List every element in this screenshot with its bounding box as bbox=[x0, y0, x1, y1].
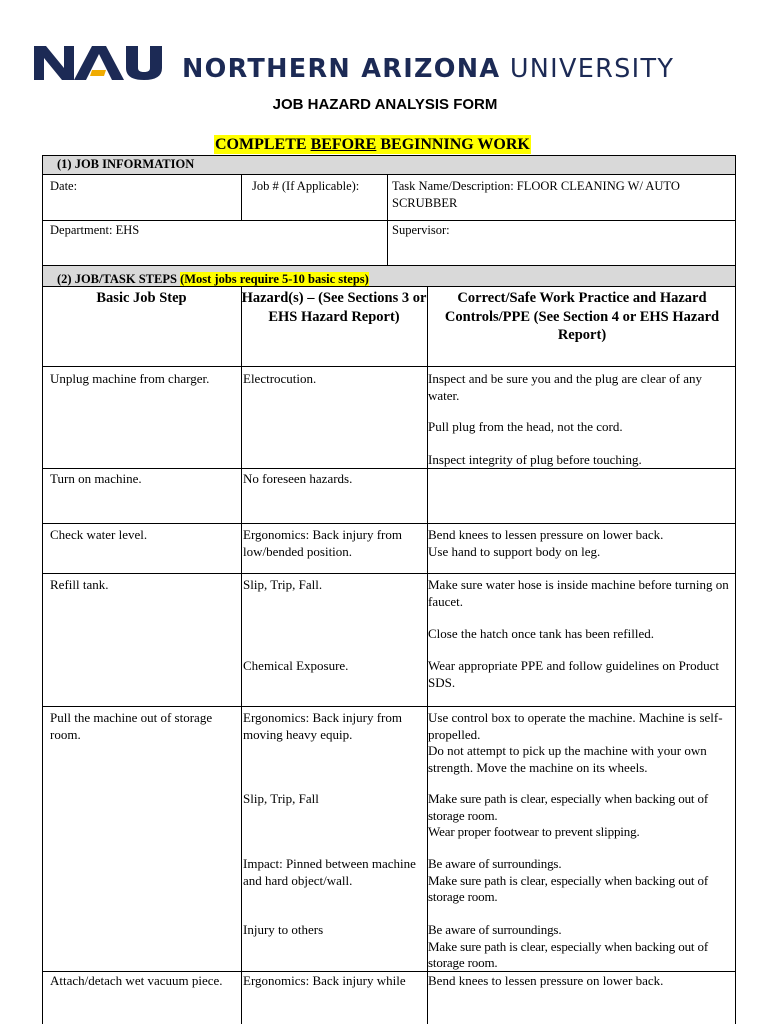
divider bbox=[42, 220, 736, 221]
subtitle-pre: COMPLETE bbox=[215, 136, 311, 153]
control-cell: Close the hatch once tank has been refilled. bbox=[428, 626, 654, 641]
section2-title: (2) JOB/TASK STEPS bbox=[57, 272, 181, 286]
column-divider bbox=[241, 287, 242, 1024]
subtitle-emphasis: BEFORE bbox=[310, 136, 377, 153]
control-cell: Be aware of surroundings. Make sure path is clear, especially when backing out of storage room. bbox=[428, 856, 709, 904]
col-header-step: Basic Job Step bbox=[96, 290, 187, 306]
divider bbox=[241, 175, 242, 220]
row-divider bbox=[42, 366, 736, 367]
step-cell: Turn on machine. bbox=[50, 471, 142, 486]
date-field[interactable]: Date: bbox=[50, 179, 78, 193]
university-wordmark bbox=[182, 54, 674, 84]
hazard-cell: No foreseen hazards. bbox=[243, 471, 353, 486]
control-cell: Make sure path is clear, especially when backing out of storage room. Wear proper footwear to prevent slipping. bbox=[428, 791, 709, 839]
section1-title: (1) JOB INFORMATION bbox=[57, 157, 195, 171]
section2-header bbox=[42, 265, 736, 287]
form-subtitle bbox=[214, 135, 531, 154]
col-header-controls: Correct/Safe Work Practice and Hazard Controls/PPE (See Section 4 or EHS Hazard Report) bbox=[444, 290, 720, 343]
col-header-hazards: Hazard(s) – (See Sections 3 or EHS Hazard Report) bbox=[241, 290, 427, 325]
row-divider bbox=[42, 971, 736, 972]
step-cell: Unplug machine from charger. bbox=[50, 371, 210, 386]
step-cell: Pull the machine out of storage room. bbox=[50, 710, 213, 742]
form-title: JOB HAZARD ANALYSIS FORM bbox=[272, 96, 498, 113]
hazard-cell: Slip, Trip, Fall. bbox=[243, 577, 323, 592]
control-cell: Use control box to operate the machine. Machine is self-propelled. Do not attempt to pick up the machine with your own strength. Move the machine on its wheels. bbox=[428, 710, 723, 775]
hazard-cell: Impact: Pinned between machine and hard object/wall. bbox=[243, 856, 416, 888]
step-cell: Attach/detach wet vacuum piece. bbox=[50, 973, 223, 988]
wordmark-light: UNIVERSITY bbox=[509, 54, 675, 84]
hazard-cell: Ergonomics: Back injury from low/bended position. bbox=[243, 527, 402, 559]
control-cell: Be aware of surroundings. Make sure path is clear, especially when backing out of storage room. bbox=[428, 922, 709, 970]
control-cell: Inspect and be sure you and the plug are clear of any water. bbox=[428, 371, 702, 403]
step-cell: Refill tank. bbox=[50, 577, 109, 592]
section1-header bbox=[42, 155, 736, 175]
department-field[interactable]: Department: EHS bbox=[50, 223, 140, 237]
job-number-field[interactable]: Job # (If Applicable): bbox=[252, 179, 360, 193]
control-cell: Make sure water hose is inside machine before turning on faucet. bbox=[428, 577, 729, 609]
nau-monogram bbox=[34, 46, 174, 82]
control-cell: Wear appropriate PPE and follow guidelines on Product SDS. bbox=[428, 658, 720, 690]
wordmark-bold: NORTHERN ARIZONA bbox=[182, 54, 501, 84]
row-divider bbox=[42, 573, 736, 574]
section2-note: (Most jobs require 5-10 basic steps) bbox=[180, 272, 369, 286]
supervisor-field[interactable]: Supervisor: bbox=[392, 223, 450, 237]
hazard-cell: Ergonomics: Back injury while bbox=[243, 973, 406, 988]
task-name-field[interactable]: Task Name/Description: FLOOR CLEANING W/ AUTO SCRUBBER bbox=[392, 179, 680, 210]
hazard-cell: Chemical Exposure. bbox=[243, 658, 349, 673]
hazard-cell: Electrocution. bbox=[243, 371, 317, 386]
control-cell: Bend knees to lessen pressure on lower back. bbox=[428, 973, 664, 988]
hazard-cell: Slip, Trip, Fall bbox=[243, 791, 319, 806]
control-cell: Inspect integrity of plug before touching. bbox=[428, 452, 642, 467]
hazard-cell: Ergonomics: Back injury from moving heavy equip. bbox=[243, 710, 402, 742]
control-cell: Pull plug from the head, not the cord. bbox=[428, 419, 623, 434]
row-divider bbox=[42, 468, 736, 469]
step-cell: Check water level. bbox=[50, 527, 148, 542]
row-divider bbox=[42, 706, 736, 707]
control-cell: Bend knees to lessen pressure on lower back. Use hand to support body on leg. bbox=[428, 527, 664, 559]
hazard-cell: Injury to others bbox=[243, 922, 324, 937]
subtitle-post: BEGINNING WORK bbox=[376, 136, 530, 153]
row-divider bbox=[42, 523, 736, 524]
